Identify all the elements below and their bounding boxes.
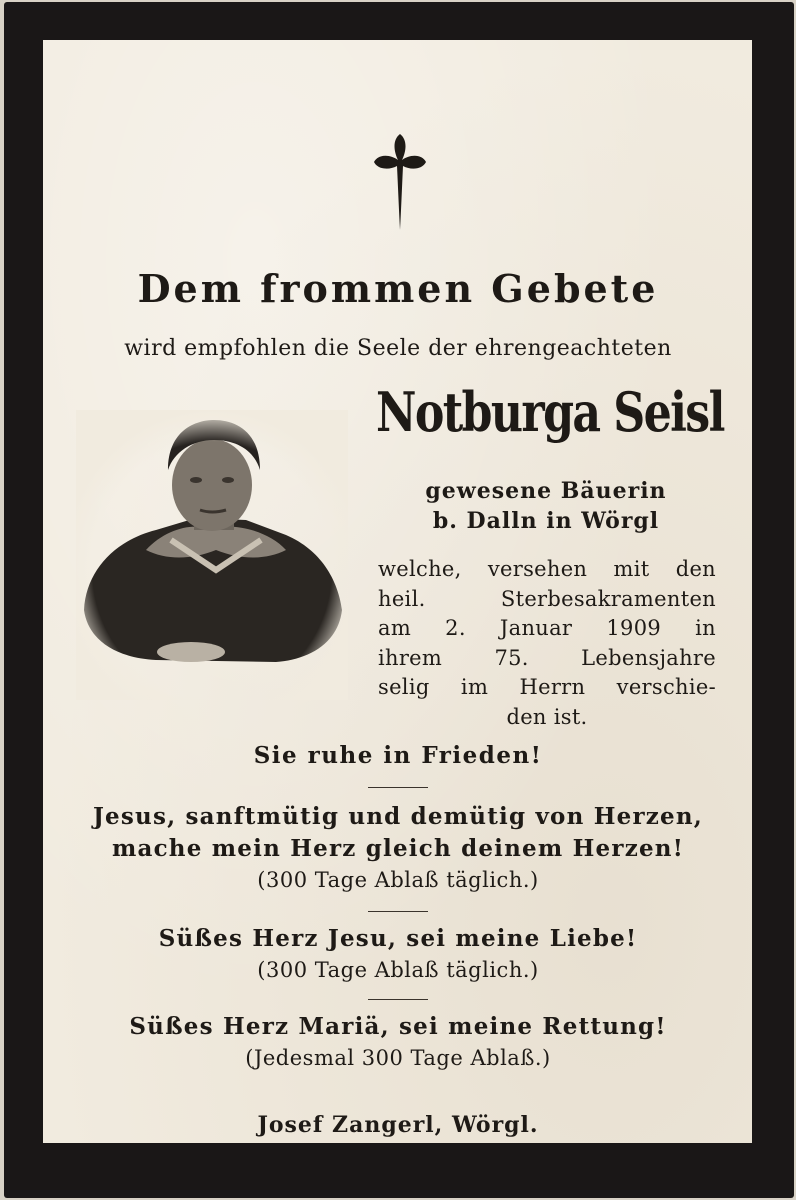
- divider: [368, 911, 428, 912]
- prayer2-line1: Süßes Herz Jesu, sei meine Liebe!: [158, 925, 638, 952]
- portrait-photo: [76, 410, 348, 700]
- printer-imprint: Josef Zangerl, Wörgl.: [257, 1112, 539, 1138]
- residence: b. Dalln in Wörgl: [432, 508, 660, 534]
- text-line: selig im Herrn verschie-: [378, 675, 716, 699]
- prayer1-line2: mache mein Herz gleich deinem Herzen!: [111, 835, 685, 862]
- deceased-name: Notburga Seisl: [376, 380, 724, 444]
- prayer1-indulgence: (300 Tage Ablaß täglich.): [257, 868, 539, 892]
- occupation: gewesene Bäuerin: [425, 478, 667, 504]
- heading: Dem frommen Gebete: [137, 266, 659, 311]
- divider: [368, 787, 428, 788]
- prayer1-line1: Jesus, sanftmütig und demütig von Herzen,: [92, 803, 704, 830]
- subheading: wird empfohlen die Seele der ehrengeachteten: [124, 336, 672, 361]
- cross-icon: [368, 132, 432, 232]
- rest-in-peace: Sie ruhe in Frieden!: [253, 742, 543, 769]
- divider: [368, 999, 428, 1000]
- prayer3-line1: Süßes Herz Mariä, sei meine Rettung!: [129, 1013, 667, 1040]
- text-line: heil. Sterbesakramenten: [378, 586, 716, 611]
- text-line: am 2. Januar 1909 in: [378, 616, 716, 640]
- text-line: welche, versehen mit den: [378, 557, 716, 581]
- prayer3-indulgence: (Jedesmal 300 Tage Ablaß.): [245, 1046, 551, 1070]
- obituary-text: [378, 555, 716, 732]
- text-line: den ist.: [506, 704, 588, 729]
- text-line: ihrem 75. Lebensjahre: [378, 645, 716, 670]
- prayer2-indulgence: (300 Tage Ablaß täglich.): [257, 958, 539, 982]
